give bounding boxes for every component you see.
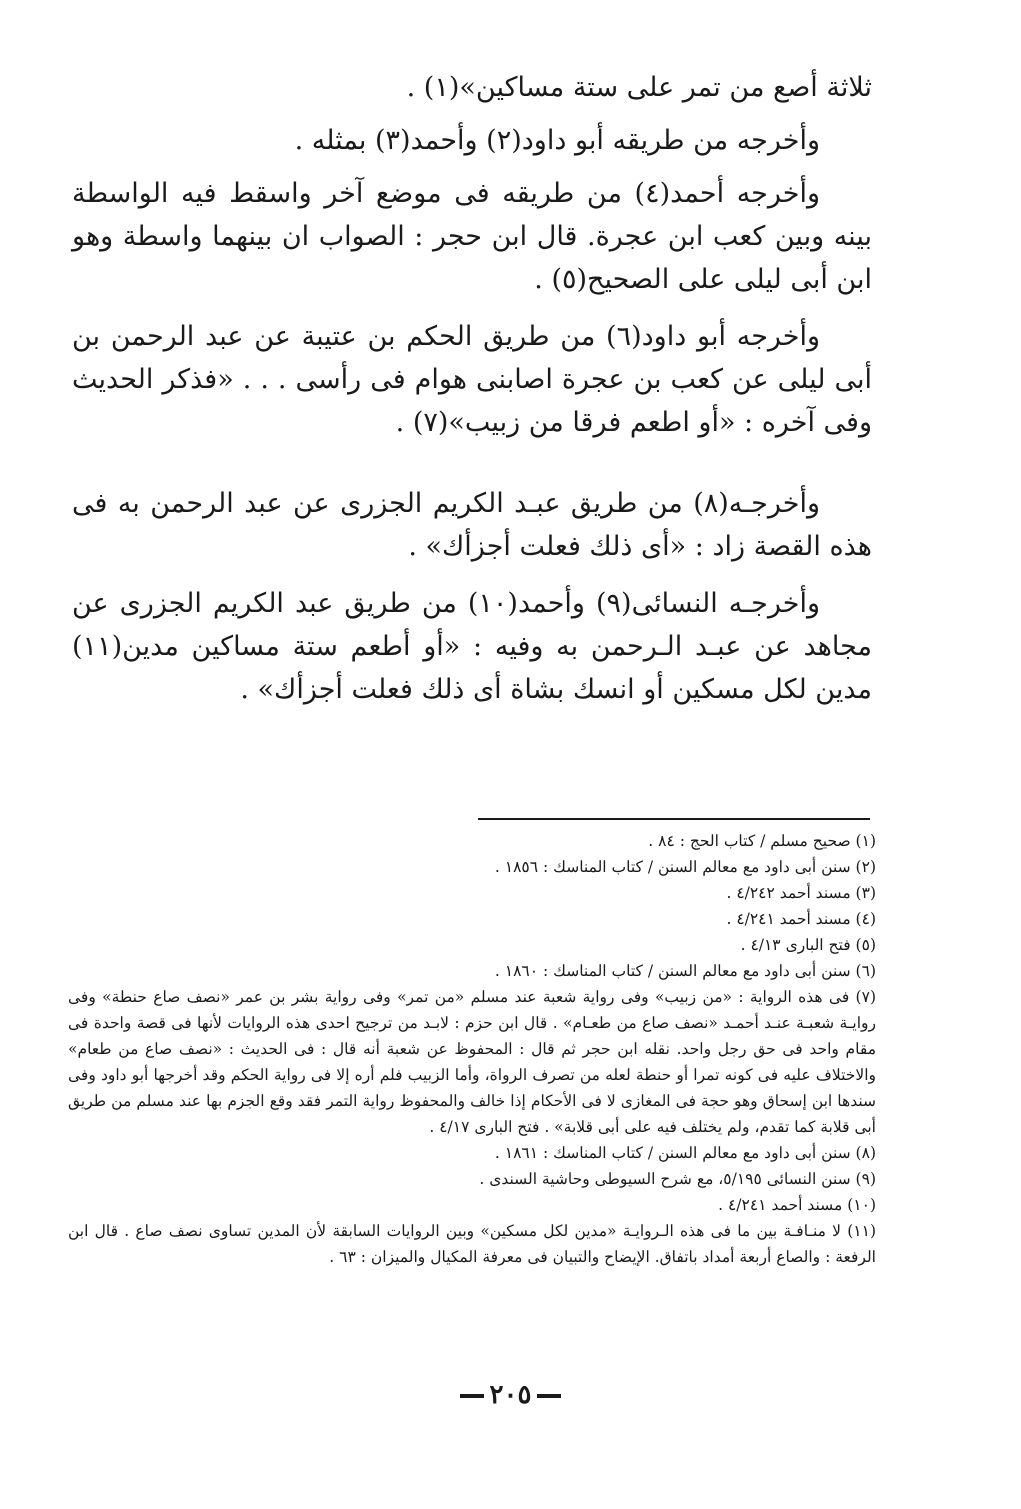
paragraph-2: وأخرجه من طريقه أبو داود(٢) وأحمد(٣) بمثله . bbox=[294, 125, 820, 156]
paragraph-5: وأخرجـه(٨) من طريق عبـد الكريم الجزرى عن عبد الرحمن به فى هذه القصة زاد : «أى ذلك فعلت أجزأك» . bbox=[72, 488, 872, 562]
page-number-value: ٢٠٥ bbox=[489, 1380, 532, 1410]
paragraph-6: وأخرجـه النسائى(٩) وأحمد(١٠) من طريق عبد الكريم الجزرى عن مجاهد عن عبـد الـرحمن به وفيه : «أو أطعم ستة مساكين مدين(١١) مدين لكل مسكين أو انسك بشاة أى ذلك فعلت أجزأك» . bbox=[72, 588, 872, 705]
footnote-11: (١١) لا منـافـة بين ما فى هذه الـروايـة «مدين لكل مسكين» وبين الروايات السابقة لأن المدين تساوى نصف صاع . قال ابن الرفعة : والصاع أربعة أمداد باتفاق. الإيضاح والتبيان فى معرفة المكيال والميزان : ٦٣ . bbox=[68, 1222, 876, 1266]
footnote-separator bbox=[478, 818, 870, 820]
page-number-dash-left bbox=[460, 1394, 484, 1398]
footnote-2: (٢) سنن أبى داود مع معالم السنن / كتاب المناسك : ١٨٥٦ . bbox=[494, 858, 876, 876]
paragraph-1: ثلاثة أصع من تمر على ستة مساكين»(١) . bbox=[406, 72, 872, 103]
paragraph-3: وأخرجه أحمد(٤) من طريقه فى موضع آخر واسقط فيه الواسطة بينه وبين كعب ابن عجرة. قال ابن حجر : الصواب ان بينهما واسطة وهو ابن أبى ليلى على الصحيح(٥) . bbox=[72, 178, 872, 295]
footnote-7: (٧) فى هذه الرواية : «من زبيب» وفى رواية شعبة عند مسلم «من تمر» وفى رواية بشر بن عمر «نصف صاع حنطة» وفى روايـة شعبـة عنـد أحمـد «نصف صاع من طعـام» . قال ابن حزم : لابـد من ترجيح احدى هذه الروايات لأنها فى قصة واحدة فى مقام واحد فى حق رجل واحد. نقله ابن حجر ثم قال : المحفوظ عن شعبة أنه قال : فى الحديث : «نصف صاع من طعام» والاختلاف عليه فى كونه تمرا أو حنطة لعله من تصرف الرواة، وأما الزبيب فلم أره إلا فى رواية الحكم وقد أخرجها أبو داود وفى سندها ابن إسحاق وهو حجة فى المغازى لا فى الأحكام إذا خالف والمحفوظ رواية التمر فقد وقع الجزم بها عند مسلم من طريق أبى قلابة كما تقدم، ولم يختلف فيه على أبى قلابة» . فتح البارى ٤/١٧ . bbox=[68, 988, 876, 1136]
page-number-dash-right bbox=[537, 1394, 561, 1398]
footnote-6: (٦) سنن أبى داود مع معالم السنن / كتاب المناسك : ١٨٦٠ . bbox=[494, 962, 876, 980]
page-number bbox=[0, 1380, 1021, 1410]
footnote-5: (٥) فتح البارى ٤/١٣ . bbox=[740, 936, 876, 954]
footnote-8: (٨) سنن أبى داود مع معالم السنن / كتاب المناسك : ١٨٦١ . bbox=[494, 1144, 876, 1162]
main-text bbox=[72, 66, 872, 711]
paragraph-4: وأخرجه أبو داود(٦) من طريق الحكم بن عتيبة عن عبد الرحمن بن أبى ليلى عن كعب بن عجرة اصابنى هوام فى رأسى . . . «فذكر الحديث وفى آخره : «أو اطعم فرقا من زبيب»(٧) . bbox=[72, 321, 872, 438]
footnotes bbox=[68, 828, 876, 1270]
footnote-1: (١) صحيح مسلم / كتاب الحج : ٨٤ . bbox=[648, 832, 876, 850]
footnote-4: (٤) مسند أحمد ٤/٢٤١ . bbox=[726, 910, 876, 928]
footnote-3: (٣) مسند أحمد ٤/٢٤٢ . bbox=[726, 884, 876, 902]
footnote-9: (٩) سنن النسائى ٥/١٩٥، مع شرح السيوطى وحاشية السندى . bbox=[479, 1170, 876, 1188]
footnote-10: (١٠) مسند أحمد ٤/٢٤١ . bbox=[718, 1196, 876, 1214]
